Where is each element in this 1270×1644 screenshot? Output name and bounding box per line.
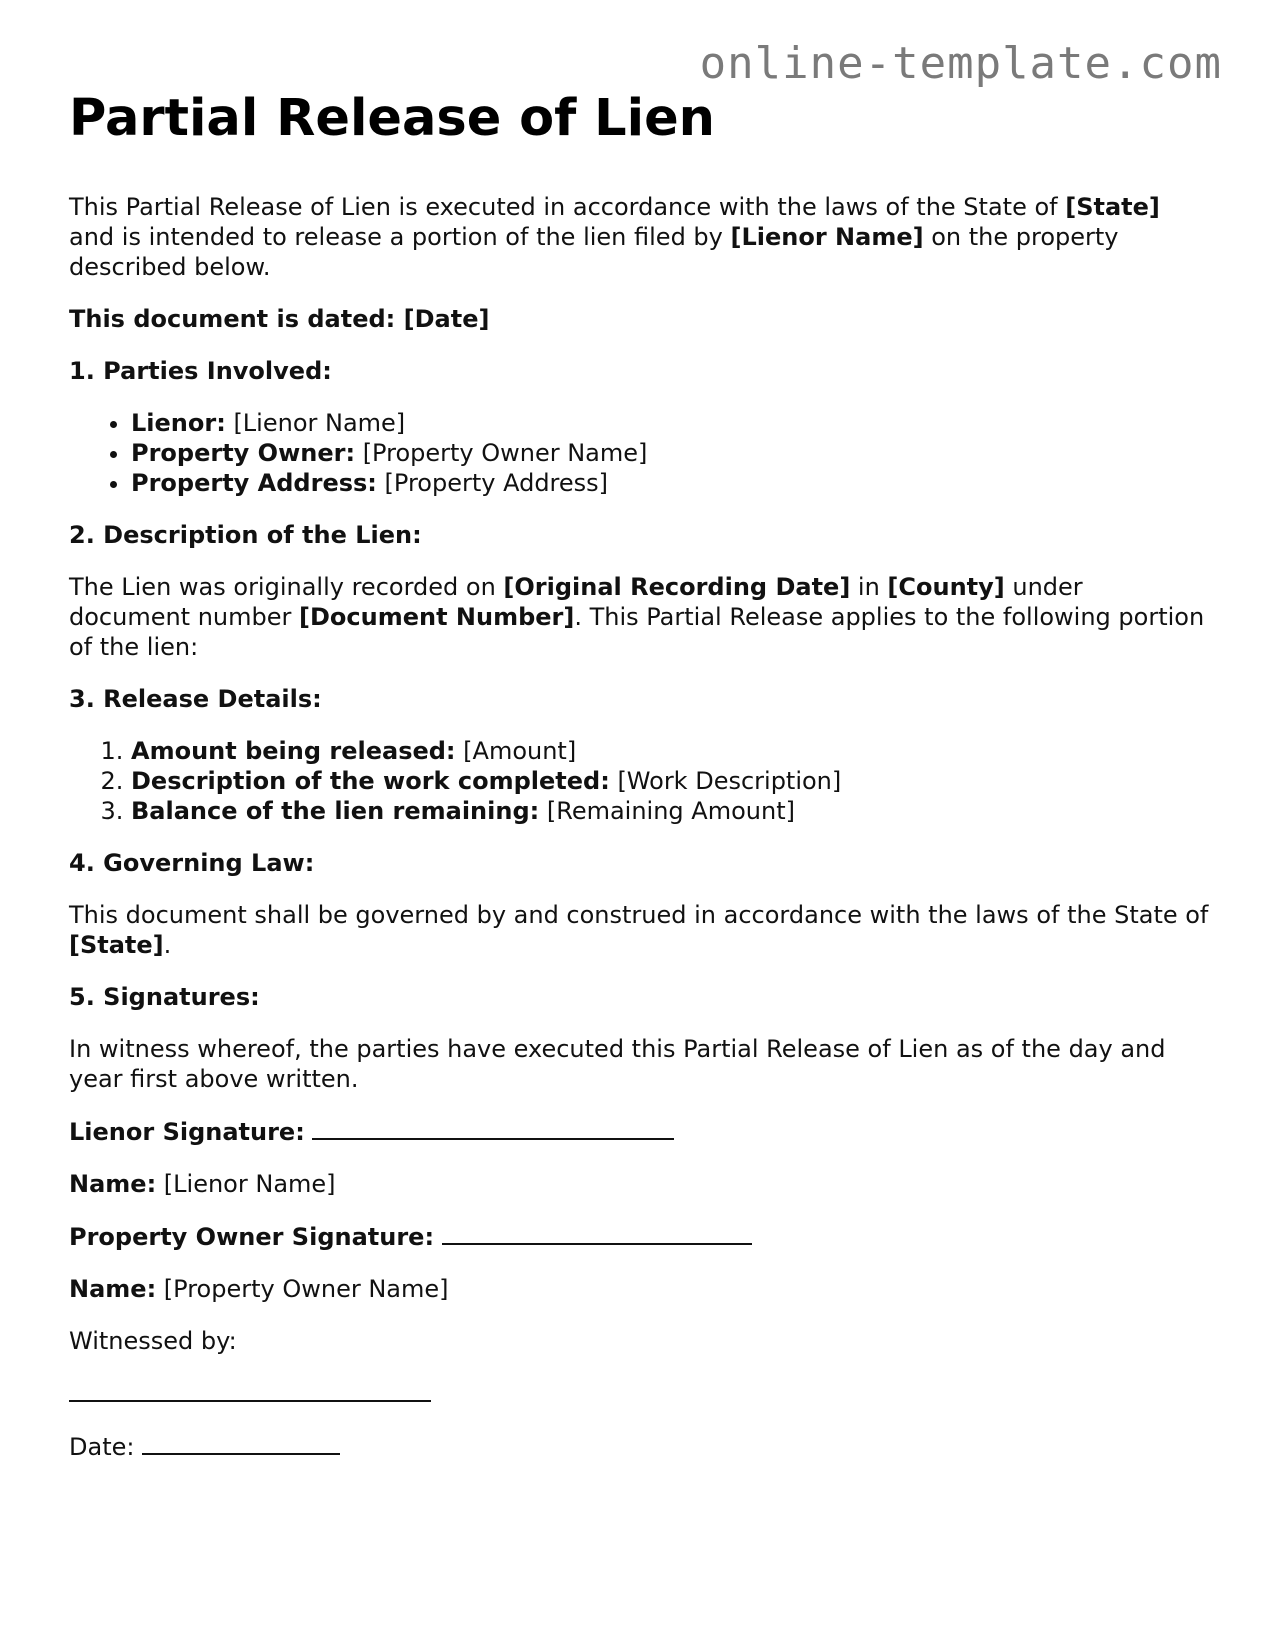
list-item: • Property Address: [Property Address] xyxy=(131,468,1209,498)
page-title: Partial Release of Lien xyxy=(69,89,715,148)
lienor-signature-blank[interactable] xyxy=(312,1116,674,1140)
governing-law-paragraph: This document shall be governed by and construed in accordance with the laws of the State of [State]. xyxy=(69,901,1209,959)
section-heading-release: 3. Release Details: xyxy=(69,685,322,713)
section-heading-law: 4. Governing Law: xyxy=(69,849,315,877)
date-blank[interactable] xyxy=(142,1431,340,1455)
section-heading-description: 2. Description of the Lien: xyxy=(69,521,422,549)
date-line: Date: xyxy=(69,1431,1209,1462)
owner-name-line: Name: [Property Owner Name] xyxy=(69,1275,449,1303)
list-item: • Lienor: [Lienor Name] xyxy=(131,408,1209,438)
witness-signature-blank[interactable] xyxy=(69,1378,431,1402)
intro-paragraph: This Partial Release of Lien is executed in accordance with the laws of the State of [State] and is intended to release a portion of the lien filed by [Lienor Name] on the property described below. xyxy=(69,193,1160,281)
list-item: 1. Amount being released: [Amount] xyxy=(131,736,1209,766)
witness-signature-line xyxy=(69,1378,1209,1409)
parties-list xyxy=(69,408,1209,498)
lienor-signature-line: Lienor Signature: xyxy=(69,1116,1209,1147)
dated-line: This document is dated: [Date] xyxy=(69,305,490,333)
list-item: • Property Owner: [Property Owner Name] xyxy=(131,438,1209,468)
section-heading-signatures: 5. Signatures: xyxy=(69,983,260,1011)
release-details-list xyxy=(69,736,1209,826)
lienor-name-line: Name: [Lienor Name] xyxy=(69,1170,336,1198)
witness-paragraph: In witness whereof, the parties have executed this Partial Release of Lien as of the day and year first above written. xyxy=(69,1035,1166,1093)
section-heading-parties: 1. Parties Involved: xyxy=(69,357,332,385)
owner-signature-line: Property Owner Signature: xyxy=(69,1221,1209,1252)
owner-signature-blank[interactable] xyxy=(442,1221,752,1245)
document-page xyxy=(69,88,1209,1462)
description-paragraph: The Lien was originally recorded on [Original Recording Date] in [County] under document number [Document Number]. This Partial Release applies to the following portion of the lien: xyxy=(69,573,1205,661)
watermark: online-template.com xyxy=(699,38,1222,89)
list-item: 2. Description of the work completed: [Work Description] xyxy=(131,766,1209,796)
list-item: 3. Balance of the lien remaining: [Remaining Amount] xyxy=(131,796,1209,826)
witnessed-by-label: Witnessed by: xyxy=(69,1327,237,1355)
